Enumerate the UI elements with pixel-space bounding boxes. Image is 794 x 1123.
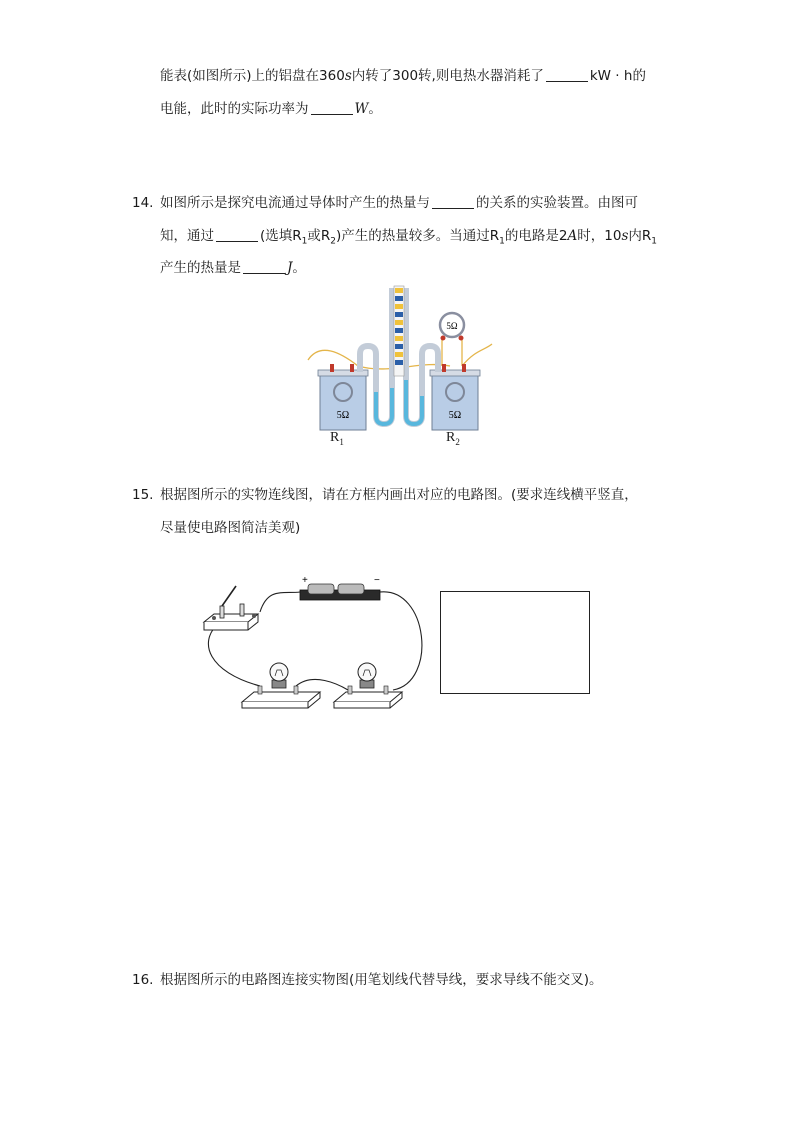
switch-terminal-b (252, 614, 256, 618)
q14-sub-4: 1 (651, 236, 657, 247)
q14-text-2j: 内R (628, 228, 652, 244)
q15-number: 15. (132, 487, 154, 503)
q13-text-a: 能表(如图所示)上的铝盘在 (160, 68, 320, 84)
top-resistor-label: 5Ω (446, 321, 458, 331)
q14-number: 14. (132, 195, 154, 211)
q14-current-value: 2 (558, 228, 568, 244)
q13-line2 (160, 99, 382, 119)
wire-right (462, 344, 492, 366)
lamp1-base-front (242, 702, 308, 708)
lamp1-bulb (270, 663, 288, 681)
wire-left (308, 350, 358, 366)
label-r2 (446, 428, 460, 452)
q16-line1: 根据图所示的电路图连接实物图(用笔划线代替导线，要求导线不能交叉)。 (160, 972, 603, 988)
terminal-top-left (441, 336, 446, 341)
q13-answer-blank-energy[interactable] (546, 67, 588, 82)
switch-terminal-a (212, 616, 216, 620)
battery-plus-sign: + (302, 575, 308, 586)
q14-text-2h: 时，10 (577, 228, 622, 244)
wire-switch-battery (260, 592, 300, 612)
q13-text-d: 内转了 (351, 68, 393, 84)
q13-power-unit: W (354, 101, 369, 117)
q16-number: 16. (132, 972, 154, 988)
q14-period: 。 (292, 260, 306, 276)
q14-text-a: 如图所示是探究电流通过导体时产生的热量与 (160, 195, 430, 211)
terminal-top-right (459, 336, 464, 341)
q13-time-value: 360 (319, 68, 345, 84)
switch-base-front (204, 622, 248, 630)
left-terminal-b (350, 364, 354, 372)
q14-text-2b: (选填R (260, 228, 302, 244)
lamp2-terminal-a (348, 686, 352, 694)
label-r1-letter: R (330, 430, 340, 445)
q13-period: 。 (368, 101, 382, 117)
q13-text-f: 转,则电热水器消耗了 (418, 68, 544, 84)
q14-current-unit: A (567, 228, 578, 244)
q13-text-power: 电能，此时的实际功率为 (160, 101, 309, 117)
q13-time-unit: s (344, 68, 352, 84)
q14-sub-3: 1 (499, 236, 505, 247)
q14-text-3a: 产生的热量是 (160, 260, 241, 276)
wire-lamp1-lamp2 (296, 679, 348, 690)
q14-text-2a: 知，通过 (160, 228, 214, 244)
lamp1-terminal-a (258, 686, 262, 694)
q14-time-unit: s (621, 228, 629, 244)
q14-line2 (160, 226, 657, 252)
battery-cell-1 (308, 584, 334, 594)
q15-answer-box[interactable] (440, 591, 590, 694)
right-terminal-a (442, 364, 446, 372)
wire-battery-lamp2 (380, 592, 422, 690)
q14-answer-blank-resistor[interactable] (216, 227, 258, 242)
wire-switch-lamp1 (208, 624, 260, 686)
lamp2-base-front (334, 702, 390, 708)
label-r1-sub: 1 (339, 436, 344, 447)
q13-line1 (160, 66, 646, 86)
lamp1-base-top (242, 692, 320, 702)
q14-answer-blank-relation[interactable] (432, 194, 474, 209)
q14-text-2c: 或R (307, 228, 331, 244)
q14-apparatus-figure (300, 280, 500, 450)
label-r1 (330, 428, 344, 452)
switch-post-right (240, 604, 244, 616)
q13-turns-value: 300 (392, 68, 419, 84)
q14-sub-2: 2 (330, 236, 337, 247)
lamp2-base-top (334, 692, 402, 702)
switch-lever (222, 586, 236, 606)
q14-line3 (160, 258, 306, 278)
q14-line1 (160, 193, 638, 213)
q14-heat-unit: J (287, 260, 293, 276)
battery-minus-sign: − (374, 575, 380, 586)
right-terminal-b (462, 364, 466, 372)
battery-cell-2 (338, 584, 364, 594)
lamp2-bulb (358, 663, 376, 681)
left-resistor-label: 5Ω (336, 410, 350, 421)
q15-circuit-figure (198, 572, 428, 712)
q15-line2: 尽量使电路图简洁美观) (160, 520, 301, 536)
q15-line1: 根据图所示的实物连线图，请在方框内画出对应的电路图。(要求连线横平竖直， (160, 487, 638, 503)
q14-text-2d: )产生的热量较多。当通过R (336, 228, 500, 244)
q14-text-2e: 的电路是 (504, 228, 559, 244)
q14-sub-1: 1 (301, 236, 308, 247)
q14-answer-blank-heat[interactable] (243, 259, 285, 274)
right-resistor-label: 5Ω (448, 410, 462, 421)
lamp1-terminal-b (294, 686, 298, 694)
lamp2-terminal-b (384, 686, 388, 694)
q14-text-b: 的关系的实验装置。由图可 (476, 195, 638, 211)
label-r2-letter: R (446, 430, 456, 445)
label-r2-sub: 2 (455, 436, 460, 447)
left-terminal-a (330, 364, 334, 372)
q13-answer-blank-power[interactable] (311, 100, 353, 115)
switch-post-left (220, 606, 224, 618)
q13-energy-unit: kW · h的 (589, 68, 646, 84)
